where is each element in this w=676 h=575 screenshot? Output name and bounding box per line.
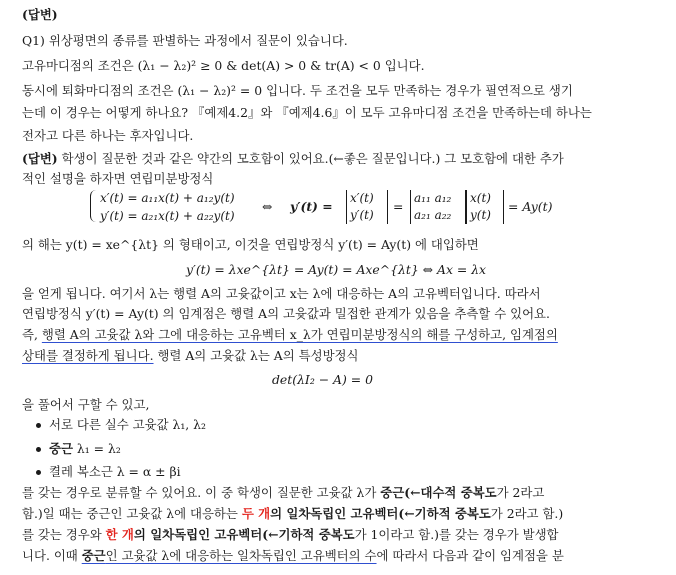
answer-paragraph [22,150,564,168]
matrix-cell: x(t) [470,191,491,205]
underlined-segment: 인 고윳값 λ에 대응하는 일차독립인 고유벡터의 수 [105,548,377,563]
answer-label: (답변) [22,151,58,166]
answer-title: (답변) [22,7,58,22]
system-eq-1: x′(t) = a₁₁x(t) + a₁₂y(t) [100,191,235,205]
characteristic-equation: det(λI₂ − A) = 0 [272,372,373,387]
bullet-item [36,416,206,434]
eigen-line-4-suffix: 행렬 A의 고윳값 λ는 A의 특성방정식 [153,348,359,363]
bold-segment: 중근 [81,548,106,563]
matrix-cell: y′(t) [350,208,374,222]
bold-segment: 중근(←대수적 중복도 [380,485,497,500]
iff-symbol: ⇔ [262,199,273,214]
bold-segment: 의 일차독립인 고유벡터(←기하적 중복도 [270,506,491,521]
solve-line: 을 풀어서 구할 수 있고, [22,397,150,412]
text-segment: 가 2라고 [496,485,545,500]
eigen-line-4 [22,347,359,365]
eigen-line-2: 연립방정식 y′(t) = Ay(t) 의 임계점은 행렬 A의 고윳값과 밀접한 관계가 있음을 추측할 수 있어요. [22,306,550,321]
eigen-line-3-prefix: 즉, [22,327,42,342]
vector-lhs: y′(t) = [290,199,333,214]
eigen-line-4-underlined: 상태를 결정하게 됩니다. [22,348,154,363]
bullet-dot [36,470,41,475]
eigen-equation: y′(t) = λxe^{λt} = Ay(t) = Axe^{λt} ⇔ Ax = λx [186,262,487,277]
text-segment: 를 갖는 경우와 [22,527,106,542]
condition-line-4: 전자고 다른 하나는 후자입니다. [22,128,194,143]
answer-line-2: 적인 설명을 하자면 연립미분방정식 [22,171,214,186]
bullet-text: 서로 다른 실수 고윳값 λ₁, λ₂ [49,417,206,432]
bullet-item [36,463,181,481]
classification-line-1 [22,484,544,502]
matrix-cell: x′(t) [350,191,374,205]
system-brace [90,190,97,222]
matrix-state [466,190,504,224]
matrix-coefficients [410,190,466,224]
classification-line-2 [22,505,563,523]
matrix-cell: a₁₁ a₁₂ [414,191,452,205]
text-segment: 를 갖는 경우로 분류할 수 있어요. 이 중 학생이 질문한 고윳값 λ가 [22,485,381,500]
condition-line-2: 동시에 퇴화마디점의 조건은 (λ₁ − λ₂)² = 0 입니다. 두 조건을 모두 만족하는 경우가 필연적으로 생기 [22,83,573,98]
highlight-two: 두 개 [241,506,271,521]
eigen-line-3 [22,326,558,344]
classification-line-4 [22,547,564,565]
text-segment: 가 1이라고 함.)를 갖는 경우가 발생합 [354,527,559,542]
bullet-text: 켤레 복소근 λ = α ± βi [49,464,181,479]
condition-line-3: 는데 이 경우는 어떻게 하나요? 『예제4.2』와 『예제4.6』이 모두 고유마디점 조건을 만족하는데 하나는 [22,105,592,120]
bullet-item [36,440,121,458]
text-segment: 함.)일 때는 중근인 고윳값 λ에 대응하는 [22,506,242,521]
bold-segment: 의 일차독립인 고유벡터(←기하적 중복도 [133,527,355,542]
eigen-line-1: 을 얻게 됩니다. 여기서 λ는 행렬 A의 고윳값이고 x는 λ에 대응하는 A의 고유벡터입니다. 따라서 [22,286,541,301]
matrix-cell: a₂₁ a₂₂ [414,208,452,222]
classification-line-3 [22,526,559,544]
solution-line: 의 해는 y(t) = xe^{λt} 의 형태이고, 이것을 연립방정식 y′(t) = Ay(t) 에 대입하면 [22,237,479,252]
matrix-derivative [346,190,388,224]
text-segment: 에 따라서 다음과 같이 임계점을 분 [376,548,564,563]
matrix-cell: y(t) [470,208,491,222]
system-rhs: = Ay(t) [508,199,553,214]
bullet-dot [36,447,41,452]
text-segment: 가 2라고 함.) [490,506,564,521]
equals-sign: = [393,199,404,214]
condition-line-1: 고유마디점의 조건은 (λ₁ − λ₂)² ≥ 0 & det(A) > 0 & tr(A) < 0 입니다. [22,58,425,73]
text-segment: 니다. 이때 [22,548,82,563]
eigen-line-3-underlined: 행렬 A의 고윳값 λ와 그에 대응하는 고유벡터 x_λ가 연립미분방정식의 해를 구성하고, 임계점의 [41,327,558,342]
question-line: Q1) 위상평면의 종류를 판별하는 과정에서 질문이 있습니다. [22,33,348,48]
bullet-bold: 중근 [49,441,73,456]
highlight-one: 한 개 [105,527,134,542]
system-eq-2: y′(t) = a₂₁x(t) + a₂₂y(t) [100,209,235,223]
bullet-text: λ₁ = λ₂ [72,441,121,456]
bullet-dot [36,423,41,428]
answer-text: 학생이 질문한 것과 같은 약간의 모호함이 있어요.(←좋은 질문입니다.) 그 모호함에 대한 추가 [57,151,564,166]
